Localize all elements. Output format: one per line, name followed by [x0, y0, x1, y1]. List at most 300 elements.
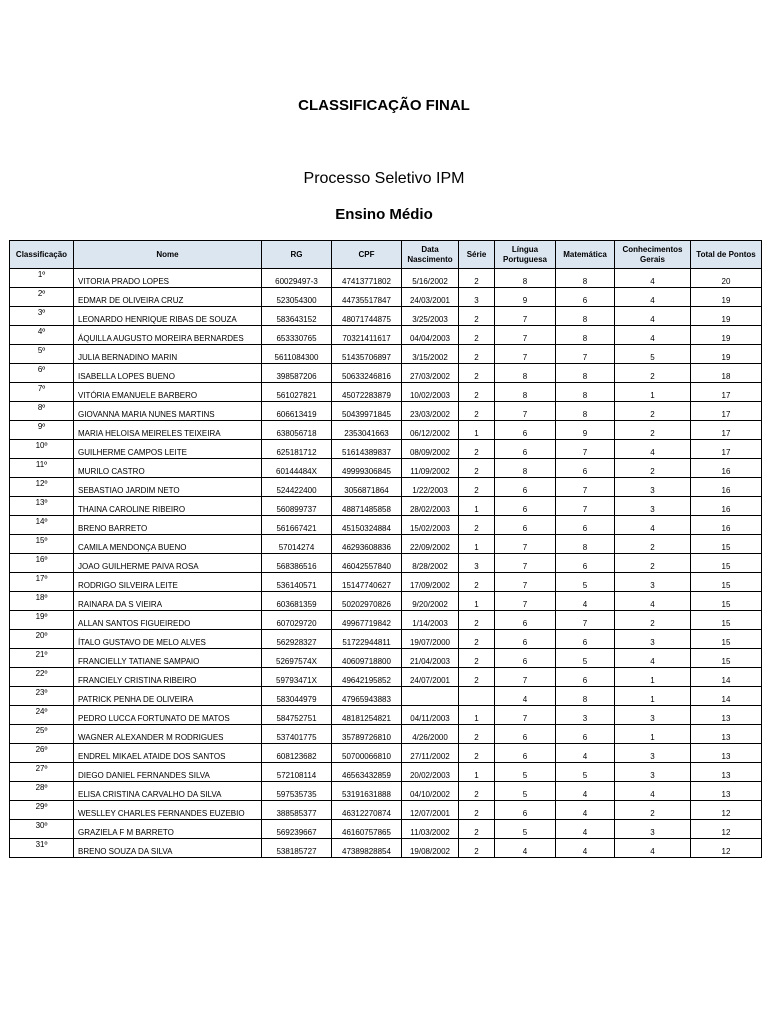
table-row — [10, 288, 762, 307]
portuguese-score-cell: 7 — [495, 706, 556, 725]
name-cell: MURILO CASTRO — [74, 459, 262, 478]
birth-date-cell: 04/11/2003 — [402, 706, 459, 725]
cpf-cell: 70321411617 — [332, 326, 402, 345]
serie-cell: 1 — [459, 535, 495, 554]
birth-date-cell: 21/04/2003 — [402, 649, 459, 668]
rank-cell: 18º — [10, 592, 74, 611]
portuguese-score-cell: 7 — [495, 592, 556, 611]
table-row — [10, 611, 762, 630]
cpf-cell: 50700066810 — [332, 744, 402, 763]
rg-cell: 60029497-3 — [262, 269, 332, 288]
name-cell: WAGNER ALEXANDER M RODRIGUES — [74, 725, 262, 744]
total-points-cell: 14 — [691, 687, 762, 706]
name-cell: GRAZIELA F M BARRETO — [74, 820, 262, 839]
birth-date-cell: 24/03/2001 — [402, 288, 459, 307]
total-points-cell: 14 — [691, 668, 762, 687]
portuguese-score-cell: 7 — [495, 554, 556, 573]
serie-cell: 1 — [459, 592, 495, 611]
general-knowledge-score-cell: 2 — [615, 402, 691, 421]
general-knowledge-score-cell: 2 — [615, 459, 691, 478]
rank-cell: 29º — [10, 801, 74, 820]
serie-cell: 2 — [459, 364, 495, 383]
portuguese-score-cell: 7 — [495, 345, 556, 364]
table-row — [10, 839, 762, 858]
name-cell: ALLAN SANTOS FIGUEIREDO — [74, 611, 262, 630]
total-points-cell: 15 — [691, 630, 762, 649]
cpf-cell: 46312270874 — [332, 801, 402, 820]
serie-cell: 2 — [459, 820, 495, 839]
serie-cell: 2 — [459, 516, 495, 535]
birth-date-cell: 23/03/2002 — [402, 402, 459, 421]
rank-cell: 9º — [10, 421, 74, 440]
total-points-cell: 12 — [691, 801, 762, 820]
rank-cell: 23º — [10, 687, 74, 706]
table-row — [10, 801, 762, 820]
rg-cell: 625181712 — [262, 440, 332, 459]
rank-cell: 15º — [10, 535, 74, 554]
birth-date-cell: 17/09/2002 — [402, 573, 459, 592]
math-score-cell: 6 — [556, 725, 615, 744]
general-knowledge-score-cell: 3 — [615, 497, 691, 516]
name-cell: THAINA CAROLINE RIBEIRO — [74, 497, 262, 516]
column-header-cpf: CPF — [332, 241, 402, 269]
table-row — [10, 497, 762, 516]
table-row — [10, 744, 762, 763]
cpf-cell: 50439971845 — [332, 402, 402, 421]
total-points-cell: 15 — [691, 611, 762, 630]
name-cell: ÍTALO GUSTAVO DE MELO ALVES — [74, 630, 262, 649]
total-points-cell: 16 — [691, 497, 762, 516]
table-row — [10, 345, 762, 364]
rank-cell: 14º — [10, 516, 74, 535]
general-knowledge-score-cell: 3 — [615, 573, 691, 592]
total-points-cell: 15 — [691, 592, 762, 611]
name-cell: GUILHERME CAMPOS LEITE — [74, 440, 262, 459]
name-cell: JULIA BERNADINO MARIN — [74, 345, 262, 364]
math-score-cell: 7 — [556, 478, 615, 497]
serie-cell: 3 — [459, 288, 495, 307]
serie-cell: 1 — [459, 421, 495, 440]
name-cell: RODRIGO SILVEIRA LEITE — [74, 573, 262, 592]
math-score-cell: 4 — [556, 744, 615, 763]
rank-cell: 3º — [10, 307, 74, 326]
total-points-cell: 17 — [691, 421, 762, 440]
serie-cell: 2 — [459, 839, 495, 858]
rank-cell: 27º — [10, 763, 74, 782]
rg-cell: 572108114 — [262, 763, 332, 782]
portuguese-score-cell: 8 — [495, 383, 556, 402]
general-knowledge-score-cell: 4 — [615, 592, 691, 611]
name-cell: ÁQUILLA AUGUSTO MOREIRA BERNARDES — [74, 326, 262, 345]
general-knowledge-score-cell: 1 — [615, 687, 691, 706]
rank-cell: 17º — [10, 573, 74, 592]
total-points-cell: 16 — [691, 516, 762, 535]
rg-cell: 608123682 — [262, 744, 332, 763]
table-header-row — [10, 241, 762, 269]
portuguese-score-cell: 9 — [495, 288, 556, 307]
general-knowledge-score-cell: 4 — [615, 288, 691, 307]
birth-date-cell: 19/07/2000 — [402, 630, 459, 649]
name-cell: GIOVANNA MARIA NUNES MARTINS — [74, 402, 262, 421]
general-knowledge-score-cell: 2 — [615, 801, 691, 820]
table-row — [10, 687, 762, 706]
total-points-cell: 19 — [691, 326, 762, 345]
serie-cell: 2 — [459, 611, 495, 630]
rg-cell: 398587206 — [262, 364, 332, 383]
math-score-cell: 8 — [556, 269, 615, 288]
cpf-cell: 48181254821 — [332, 706, 402, 725]
general-knowledge-score-cell: 3 — [615, 630, 691, 649]
general-knowledge-score-cell: 5 — [615, 345, 691, 364]
rank-cell: 8º — [10, 402, 74, 421]
rg-cell: 603681359 — [262, 592, 332, 611]
rg-cell: 606613419 — [262, 402, 332, 421]
birth-date-cell: 11/09/2002 — [402, 459, 459, 478]
general-knowledge-score-cell: 4 — [615, 326, 691, 345]
column-header-matematica: Matemática — [556, 241, 615, 269]
name-cell: FRANCIELLY TATIANE SAMPAIO — [74, 649, 262, 668]
name-cell: ISABELLA LOPES BUENO — [74, 364, 262, 383]
table-row — [10, 516, 762, 535]
birth-date-cell: 27/11/2002 — [402, 744, 459, 763]
rank-cell: 11º — [10, 459, 74, 478]
total-points-cell: 13 — [691, 706, 762, 725]
rg-cell: 523054300 — [262, 288, 332, 307]
portuguese-score-cell: 4 — [495, 839, 556, 858]
cpf-cell: 49999306845 — [332, 459, 402, 478]
name-cell: LEONARDO HENRIQUE RIBAS DE SOUZA — [74, 307, 262, 326]
table-row — [10, 269, 762, 288]
rank-cell: 10º — [10, 440, 74, 459]
serie-cell: 2 — [459, 459, 495, 478]
name-cell: SEBASTIAO JARDIM NETO — [74, 478, 262, 497]
birth-date-cell: 1/14/2003 — [402, 611, 459, 630]
serie-cell: 2 — [459, 307, 495, 326]
rg-cell: 560899737 — [262, 497, 332, 516]
cpf-cell: 47413771802 — [332, 269, 402, 288]
document-title: CLASSIFICAÇÃO FINAL — [298, 97, 470, 114]
math-score-cell: 6 — [556, 668, 615, 687]
portuguese-score-cell: 6 — [495, 440, 556, 459]
rg-cell: 638056718 — [262, 421, 332, 440]
math-score-cell: 6 — [556, 516, 615, 535]
rg-cell: 583044979 — [262, 687, 332, 706]
column-header-lingua-portuguesa: Língua Portuguesa — [495, 241, 556, 269]
table-row — [10, 459, 762, 478]
portuguese-score-cell: 7 — [495, 573, 556, 592]
math-score-cell: 7 — [556, 345, 615, 364]
name-cell: ELISA CRISTINA CARVALHO DA SILVA — [74, 782, 262, 801]
serie-cell: 2 — [459, 744, 495, 763]
name-cell: VITORIA PRADO LOPES — [74, 269, 262, 288]
name-cell: VITÓRIA EMANUELE BARBERO — [74, 383, 262, 402]
serie-cell: 2 — [459, 478, 495, 497]
table-row — [10, 535, 762, 554]
math-score-cell: 6 — [556, 288, 615, 307]
general-knowledge-score-cell: 4 — [615, 269, 691, 288]
birth-date-cell: 1/22/2003 — [402, 478, 459, 497]
name-cell: FRANCIELY CRISTINA RIBEIRO — [74, 668, 262, 687]
rg-cell: 597535735 — [262, 782, 332, 801]
math-score-cell: 8 — [556, 402, 615, 421]
math-score-cell: 9 — [556, 421, 615, 440]
portuguese-score-cell: 6 — [495, 497, 556, 516]
general-knowledge-score-cell: 2 — [615, 611, 691, 630]
general-knowledge-score-cell: 3 — [615, 744, 691, 763]
cpf-cell: 48071744875 — [332, 307, 402, 326]
birth-date-cell — [402, 687, 459, 706]
general-knowledge-score-cell: 4 — [615, 782, 691, 801]
serie-cell: 2 — [459, 402, 495, 421]
name-cell: JOAO GUILHERME PAIVA ROSA — [74, 554, 262, 573]
rg-cell: 653330765 — [262, 326, 332, 345]
birth-date-cell: 28/02/2003 — [402, 497, 459, 516]
cpf-cell: 46160757865 — [332, 820, 402, 839]
name-cell: CAMILA MENDONÇA BUENO — [74, 535, 262, 554]
portuguese-score-cell: 7 — [495, 668, 556, 687]
table-row — [10, 782, 762, 801]
portuguese-score-cell: 7 — [495, 402, 556, 421]
rg-cell: 537401775 — [262, 725, 332, 744]
portuguese-score-cell: 7 — [495, 307, 556, 326]
general-knowledge-score-cell: 4 — [615, 839, 691, 858]
math-score-cell: 3 — [556, 706, 615, 725]
total-points-cell: 19 — [691, 288, 762, 307]
math-score-cell: 8 — [556, 687, 615, 706]
rank-cell: 1º — [10, 269, 74, 288]
birth-date-cell: 08/09/2002 — [402, 440, 459, 459]
cpf-cell: 35789726810 — [332, 725, 402, 744]
portuguese-score-cell: 5 — [495, 820, 556, 839]
portuguese-score-cell: 7 — [495, 326, 556, 345]
portuguese-score-cell: 6 — [495, 801, 556, 820]
serie-cell: 2 — [459, 801, 495, 820]
birth-date-cell: 5/16/2002 — [402, 269, 459, 288]
cpf-cell: 51435706897 — [332, 345, 402, 364]
name-cell: MARIA HELOISA MEIRELES TEIXEIRA — [74, 421, 262, 440]
rank-cell: 6º — [10, 364, 74, 383]
cpf-cell: 51722944811 — [332, 630, 402, 649]
total-points-cell: 13 — [691, 744, 762, 763]
general-knowledge-score-cell: 1 — [615, 725, 691, 744]
portuguese-score-cell: 8 — [495, 269, 556, 288]
math-score-cell: 6 — [556, 630, 615, 649]
cpf-cell: 49642195852 — [332, 668, 402, 687]
portuguese-score-cell: 6 — [495, 649, 556, 668]
rg-cell: 583643152 — [262, 307, 332, 326]
general-knowledge-score-cell: 4 — [615, 649, 691, 668]
rank-cell: 22º — [10, 668, 74, 687]
name-cell: DIEGO DANIEL FERNANDES SILVA — [74, 763, 262, 782]
table-row — [10, 383, 762, 402]
column-header-data-nascimento: Data Nascimento — [402, 241, 459, 269]
serie-cell: 1 — [459, 763, 495, 782]
math-score-cell: 4 — [556, 782, 615, 801]
rank-cell: 19º — [10, 611, 74, 630]
rg-cell: 562928327 — [262, 630, 332, 649]
rank-cell: 5º — [10, 345, 74, 364]
rg-cell: 524422400 — [262, 478, 332, 497]
cpf-cell: 45150324884 — [332, 516, 402, 535]
cpf-cell: 46563432859 — [332, 763, 402, 782]
serie-cell: 2 — [459, 345, 495, 364]
birth-date-cell: 22/09/2002 — [402, 535, 459, 554]
rg-cell: 5611084300 — [262, 345, 332, 364]
birth-date-cell: 3/15/2002 — [402, 345, 459, 364]
serie-cell: 1 — [459, 497, 495, 516]
general-knowledge-score-cell: 3 — [615, 820, 691, 839]
table-row — [10, 326, 762, 345]
portuguese-score-cell: 7 — [495, 535, 556, 554]
rg-cell: 388585377 — [262, 801, 332, 820]
birth-date-cell: 3/25/2003 — [402, 307, 459, 326]
general-knowledge-score-cell: 3 — [615, 478, 691, 497]
column-header-nome: Nome — [74, 241, 262, 269]
rank-cell: 21º — [10, 649, 74, 668]
table-row — [10, 649, 762, 668]
column-header-conhecimentos-gerais: Conhecimentos Gerais — [615, 241, 691, 269]
cpf-cell: 49967719842 — [332, 611, 402, 630]
rank-cell: 7º — [10, 383, 74, 402]
name-cell: BRENO BARRETO — [74, 516, 262, 535]
serie-cell — [459, 687, 495, 706]
table-row — [10, 725, 762, 744]
name-cell: WESLLEY CHARLES FERNANDES EUZEBIO — [74, 801, 262, 820]
total-points-cell: 18 — [691, 364, 762, 383]
portuguese-score-cell: 8 — [495, 459, 556, 478]
section-heading: Ensino Médio — [335, 206, 433, 223]
table-row — [10, 307, 762, 326]
math-score-cell: 6 — [556, 554, 615, 573]
rank-cell: 24º — [10, 706, 74, 725]
math-score-cell: 8 — [556, 364, 615, 383]
birth-date-cell: 04/04/2003 — [402, 326, 459, 345]
name-cell: RAINARA DA S VIEIRA — [74, 592, 262, 611]
portuguese-score-cell: 6 — [495, 744, 556, 763]
serie-cell: 2 — [459, 649, 495, 668]
rank-cell: 4º — [10, 326, 74, 345]
total-points-cell: 15 — [691, 535, 762, 554]
total-points-cell: 17 — [691, 402, 762, 421]
rank-cell: 25º — [10, 725, 74, 744]
serie-cell: 2 — [459, 326, 495, 345]
math-score-cell: 5 — [556, 649, 615, 668]
rank-cell: 28º — [10, 782, 74, 801]
portuguese-score-cell: 6 — [495, 611, 556, 630]
math-score-cell: 5 — [556, 763, 615, 782]
name-cell: EDMAR DE OLIVEIRA CRUZ — [74, 288, 262, 307]
rg-cell: 569239667 — [262, 820, 332, 839]
serie-cell: 2 — [459, 269, 495, 288]
serie-cell: 2 — [459, 573, 495, 592]
total-points-cell: 15 — [691, 649, 762, 668]
serie-cell: 2 — [459, 440, 495, 459]
rg-cell: 60144484X — [262, 459, 332, 478]
rg-cell: 561027821 — [262, 383, 332, 402]
portuguese-score-cell: 5 — [495, 763, 556, 782]
birth-date-cell: 20/02/2003 — [402, 763, 459, 782]
math-score-cell: 8 — [556, 535, 615, 554]
column-header-classificacao: Classificação — [10, 241, 74, 269]
table-row — [10, 364, 762, 383]
cpf-cell: 45072283879 — [332, 383, 402, 402]
birth-date-cell: 4/26/2000 — [402, 725, 459, 744]
general-knowledge-score-cell: 2 — [615, 554, 691, 573]
math-score-cell: 8 — [556, 326, 615, 345]
math-score-cell: 6 — [556, 459, 615, 478]
total-points-cell: 12 — [691, 839, 762, 858]
general-knowledge-score-cell: 1 — [615, 383, 691, 402]
total-points-cell: 15 — [691, 554, 762, 573]
birth-date-cell: 11/03/2002 — [402, 820, 459, 839]
rg-cell: 57014274 — [262, 535, 332, 554]
general-knowledge-score-cell: 2 — [615, 535, 691, 554]
portuguese-score-cell: 5 — [495, 782, 556, 801]
cpf-cell: 47965943883 — [332, 687, 402, 706]
total-points-cell: 19 — [691, 345, 762, 364]
cpf-cell: 46293608836 — [332, 535, 402, 554]
birth-date-cell: 15/02/2003 — [402, 516, 459, 535]
general-knowledge-score-cell: 2 — [615, 364, 691, 383]
cpf-cell: 51614389837 — [332, 440, 402, 459]
portuguese-score-cell: 6 — [495, 630, 556, 649]
math-score-cell: 7 — [556, 497, 615, 516]
column-header-serie: Série — [459, 241, 495, 269]
total-points-cell: 13 — [691, 782, 762, 801]
general-knowledge-score-cell: 3 — [615, 706, 691, 725]
math-score-cell: 5 — [556, 573, 615, 592]
table-row — [10, 592, 762, 611]
table-row — [10, 440, 762, 459]
birth-date-cell: 8/28/2002 — [402, 554, 459, 573]
cpf-cell: 47389828854 — [332, 839, 402, 858]
math-score-cell: 7 — [556, 611, 615, 630]
column-header-total-pontos: Total de Pontos — [691, 241, 762, 269]
cpf-cell: 15147740627 — [332, 573, 402, 592]
math-score-cell: 4 — [556, 839, 615, 858]
name-cell: PATRICK PENHA DE OLIVEIRA — [74, 687, 262, 706]
birth-date-cell: 06/12/2002 — [402, 421, 459, 440]
rank-cell: 16º — [10, 554, 74, 573]
math-score-cell: 8 — [556, 383, 615, 402]
portuguese-score-cell: 6 — [495, 516, 556, 535]
general-knowledge-score-cell: 1 — [615, 668, 691, 687]
table-row — [10, 706, 762, 725]
birth-date-cell: 19/08/2002 — [402, 839, 459, 858]
cpf-cell: 3056871864 — [332, 478, 402, 497]
total-points-cell: 15 — [691, 573, 762, 592]
table-row — [10, 630, 762, 649]
portuguese-score-cell: 8 — [495, 364, 556, 383]
total-points-cell: 16 — [691, 459, 762, 478]
cpf-cell: 50633246816 — [332, 364, 402, 383]
math-score-cell: 4 — [556, 820, 615, 839]
general-knowledge-score-cell: 3 — [615, 763, 691, 782]
total-points-cell: 12 — [691, 820, 762, 839]
math-score-cell: 4 — [556, 801, 615, 820]
portuguese-score-cell: 6 — [495, 421, 556, 440]
name-cell: BRENO SOUZA DA SILVA — [74, 839, 262, 858]
rank-cell: 12º — [10, 478, 74, 497]
name-cell: PEDRO LUCCA FORTUNATO DE MATOS — [74, 706, 262, 725]
birth-date-cell: 27/03/2002 — [402, 364, 459, 383]
serie-cell: 1 — [459, 706, 495, 725]
table-row — [10, 421, 762, 440]
rg-cell: 607029720 — [262, 611, 332, 630]
general-knowledge-score-cell: 4 — [615, 440, 691, 459]
rg-cell: 561667421 — [262, 516, 332, 535]
table-row — [10, 763, 762, 782]
